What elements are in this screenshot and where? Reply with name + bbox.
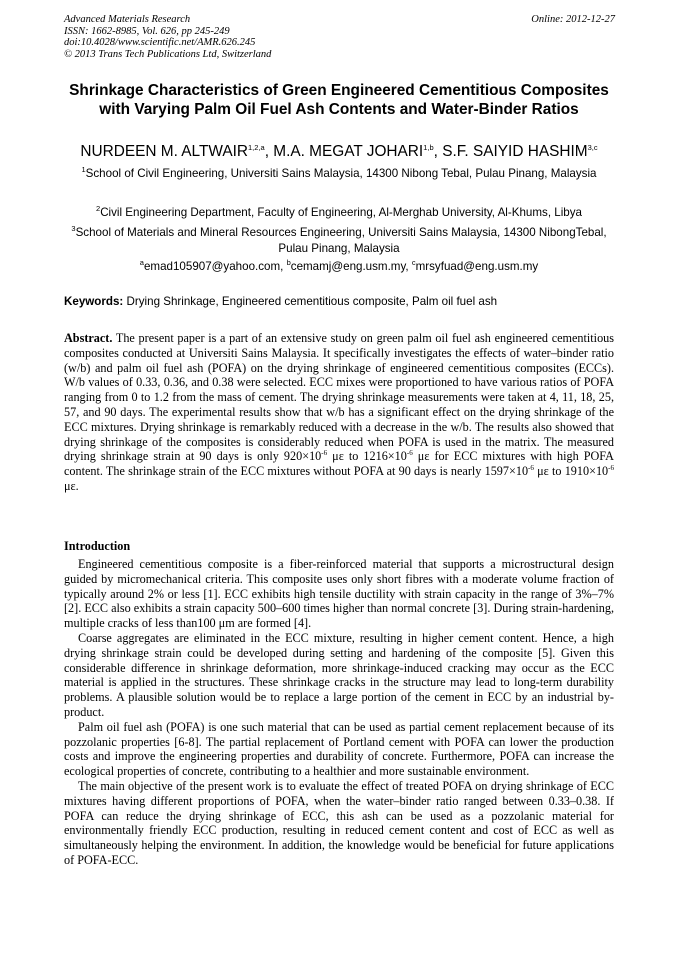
abstract: Abstract. The present paper is a part of an extensive study on green palm oil fuel ash engineered cementitious composites conducted at Universiti Sains Malaysia. It specifically investigates the effects of water–binder ratio (w/b) and palm oil fuel ash (POFA) on the drying shrinkage of engineered cementitious composites (ECCs). W/b values of 0.33, 0.36, and 0.38 were selected. ECC mixes were proportioned to have various ratios of POFA ranging from 0 to 1.2 from the mass of cement. The drying shrinkage measurements were taken at 4, 11, 18, 25, 57, and 90 days. The experimental results show that w/b has a significant effect on the drying shrinkage of the ECC mixtures. Drying shrinkage is remarkably reduced with a decrease in the w/b. The results also showed that drying shrinkage of the composites is considerably reduced when POFA is used in the matrix. The measured drying shrinkage strain at 90 days is only $920\times 10^{-6}$ με to $1216\times 10^{-6}$ με for ECC mixtures with high POFA content. The shrinkage strain of the ECC mixtures without POFA at 90 days is nearly $1597\times 10^{-6}$ με to $1910\times 10^{-6}$ με. [64,331,614,493]
email-line: $^a$emad105907@yahoo.com, $^b$cemamj@eng.usm.my, $^c$mrsyfuad@eng.usm.my [139,258,539,273]
journal-header [64,14,271,60]
journal-issn: ISSN: 1662-8985, Vol. 626, pp 245-249 [64,25,230,37]
section-heading: Introduction [64,539,131,553]
email-link[interactable]: cemamj@eng.usm.my [290,260,406,273]
author-line: NURDEEN M. ALTWAIR$^{1,2,a}$, M.A. MEGAT JOHARI$^{1,b}$, S.F. SAIYID HASHIM$^{3,c}$ [80,142,598,160]
journal-name: Advanced Materials Research [64,14,191,25]
affiliation-2: $^2$Civil Engineering Department, Faculty of Engineering, Al-Merghab University, Al-Khums, Libya [96,204,582,219]
author-sup: 1,2,a [248,142,265,152]
author-name: S.F. SAIYID HASHIM [442,143,588,160]
paragraph: Engineered cementitious composite is a fiber-reinforced material that supports a microstructural design guided by micromechanical criteria. This composite uses only short fibres with a moderate volume fraction of typically around 2% or less [1]. ECC exhibits high tensile ductility with strain capacity in the range of 3%–7% [2]. ECC also exhibits a strain capacity 500–600 times higher than normal concrete [3]. During strain-hardening, multiple cracks of less than100 μm are formed [4]. [64,557,614,631]
paragraph: Coarse aggregates are eliminated in the ECC mixture, resulting in higher cement content. Hence, a high drying shrinkage strain could be developed during setting and hardening of the composite [5]. Given this considerable difference in shrinkage deformation, more shrinkage-induced cracking may occur as the ECC material is applied in the structures. These shrinkage cracks in the structure may lead to long-term durability problems. A plausible solution would be to replace a large portion of the cement in ECC by an industrial by-product. [64,630,614,719]
affiliation-3: $^3$School of Materials and Mineral Resources Engineering, Universiti Sains Malaysia, 14300 NibongTebal, Pulau Pinang, Malaysia [71,224,607,255]
keywords-text: Drying Shrinkage, Engineered cementitious composite, Palm oil fuel ash [126,295,498,308]
journal-copyright: © 2013 Trans Tech Publications Ltd, Switzerland [64,48,272,60]
paragraph: Palm oil fuel ash (POFA) is one such material that can be used as partial cement replacement because of its pozzolanic properties [6-8]. The partial replacement of Portland cement with POFA can lower the production costs and improve the engineering properties and durability of concrete. Furthermore, POFA can increase the ecological properties of concrete, contributing to a healthier and more sustainable environment. [64,719,614,779]
author-name: NURDEEN M. ALTWAIR [80,143,248,160]
author-sup: 3,c [587,142,598,152]
email-link[interactable]: mrsyfuad@eng.usm.my [415,260,539,273]
keywords [64,294,614,309]
paragraph: The main objective of the present work is to evaluate the effect of treated POFA on drying shrinkage of ECC mixtures having different proportions of POFA, when the water–binder ratio ranged between 0.33–0.38. If POFA can reduce the drying shrinkage of ECC, this ash can be used as a pozzolanic material for environmentally friendly ECC production, resulting in reduced cement content and cost of ECC as well as simultaneously helping the environment. In addition, the knowledge would be beneficial for future applications of POFA-ECC. [64,778,614,867]
author-name: M.A. MEGAT JOHARI [273,143,424,160]
abstract-label: Abstract. [64,331,113,345]
author-sup: 1,b [423,142,434,152]
journal-doi: doi:10.4028/www.scientific.net/AMR.626.245 [64,37,256,48]
online-date: Online: 2012-12-27 [531,14,615,25]
introduction-body [64,557,614,868]
affiliation-1: $^1$School of Civil Engineering, Universiti Sains Malaysia, 14300 Nibong Tebal, Pulau Pinang, Malaysia [81,165,597,180]
paper-title: Shrinkage Characteristics of Green Engineered Cementitious Composites with Varying Palm Oil Fuel Ash Contents and Water-Binder Ratios [69,82,609,118]
keywords-label: Keywords: [64,295,124,308]
email-link[interactable]: emad105907@yahoo.com [143,260,281,273]
